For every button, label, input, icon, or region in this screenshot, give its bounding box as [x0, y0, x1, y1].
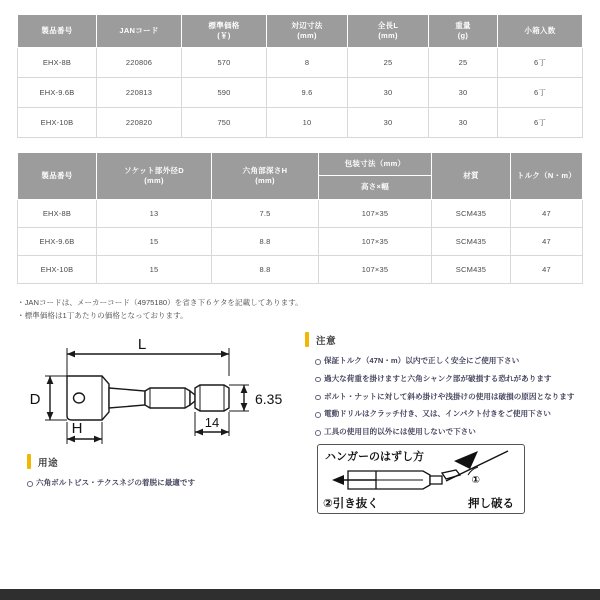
cell-torque: 47	[511, 199, 583, 227]
cell-total-length: 30	[348, 108, 429, 138]
table2-col-package-hxw: 高さ×幅	[319, 176, 432, 199]
cell-jan-code: 220813	[97, 78, 182, 108]
left-column	[17, 332, 305, 516]
table2-col-product-number: 製品番号	[18, 153, 97, 199]
table2-col-socket-od: ソケット部外径D (mm)	[97, 153, 212, 199]
cell-total-length: 30	[348, 78, 429, 108]
list-item: 電動ドリルはクラッチ付き、又は、インパクト付きをご使用下さい	[315, 408, 583, 420]
cell-weight: 30	[429, 78, 498, 108]
cell-product-number: EHX-9.6B	[18, 78, 97, 108]
cell-material: SCM435	[432, 255, 511, 283]
cell-across-flats: 8	[267, 48, 348, 78]
caution-list	[305, 355, 583, 438]
lower-section	[17, 332, 583, 516]
dimension-label-635: 6.35	[255, 391, 283, 408]
table-row	[18, 78, 583, 108]
table2-col-material: 材質	[432, 153, 511, 199]
cell-socket-od: 13	[97, 199, 212, 227]
cell-socket-od: 15	[97, 255, 212, 283]
table-row	[18, 255, 583, 283]
table1-col-box-qty: 小箱入数	[498, 15, 583, 48]
socket-bit-diagram	[17, 332, 305, 450]
cell-hex-depth: 8.8	[212, 255, 319, 283]
cell-torque: 47	[511, 255, 583, 283]
footer-bar	[0, 589, 600, 600]
table1-col-across-flats: 対辺寸法 (mm)	[267, 15, 348, 48]
dimension-label-L: L	[137, 336, 147, 354]
usage-title: 用途	[38, 457, 59, 469]
table1-body	[18, 48, 583, 138]
hanger-step1-label: 押し破る	[468, 498, 514, 511]
table2-col-hex-depth: 六角部深さH (mm)	[212, 153, 319, 199]
cell-product-number: EHX-8B	[18, 199, 97, 227]
table1-col-jan-code: JANコード	[97, 15, 182, 48]
cell-product-number: EHX-10B	[18, 108, 97, 138]
spec-table-2	[17, 152, 583, 283]
cell-box-qty: 6丁	[498, 78, 583, 108]
cell-box-qty: 6丁	[498, 48, 583, 78]
usage-heading	[27, 454, 305, 469]
list-item: 工具の使用目的以外には使用しないで下さい	[315, 426, 583, 438]
cell-total-length: 25	[348, 48, 429, 78]
usage-list	[27, 477, 305, 489]
cell-package-dimensions: 107×35	[319, 227, 432, 255]
hanger-step2-label: ②引き抜く	[323, 498, 379, 511]
cell-jan-code: 220806	[97, 48, 182, 78]
cell-hex-depth: 8.8	[212, 227, 319, 255]
table1-col-weight: 重量 (g)	[429, 15, 498, 48]
cell-price: 590	[182, 78, 267, 108]
footnote-price: ・標準価格は1丁あたりの価格となっております。	[17, 310, 188, 320]
cell-product-number: EHX-9.6B	[18, 227, 97, 255]
hanger-removal-section	[305, 444, 583, 516]
dimension-label-14: 14	[204, 415, 220, 431]
cell-weight: 30	[429, 108, 498, 138]
cell-jan-code: 220820	[97, 108, 182, 138]
list-item: ボルト・ナットに対して斜め掛けや浅掛けの使用は破損の原因となります	[315, 391, 583, 403]
caution-heading	[305, 332, 583, 347]
table2-header-row-top	[18, 153, 583, 176]
table1-col-price: 標準価格 (￥)	[182, 15, 267, 48]
table-row	[18, 108, 583, 138]
cell-weight: 25	[429, 48, 498, 78]
cell-socket-od: 15	[97, 227, 212, 255]
right-column	[305, 332, 583, 516]
spec-table-1-container	[0, 0, 600, 138]
hanger-title: ハンガーのはずし方	[325, 451, 424, 464]
cell-product-number: EHX-8B	[18, 48, 97, 78]
product-dimension-drawing	[17, 332, 305, 450]
accent-bar-icon	[27, 454, 31, 469]
cell-across-flats: 9.6	[267, 78, 348, 108]
hanger-removal-diagram	[317, 444, 525, 514]
footnotes	[17, 296, 583, 323]
hanger-step1-number: ①	[471, 475, 480, 487]
cell-across-flats: 10	[267, 108, 348, 138]
table1-col-total-length: 全長L (mm)	[348, 15, 429, 48]
table-row	[18, 199, 583, 227]
spec-table-1	[17, 14, 583, 138]
list-item: 保証トルク（47N・m）以内で正しく安全にご使用下さい	[315, 355, 583, 367]
list-item: 六角ボルトビス・テクスネジの着脱に最適です	[27, 477, 305, 489]
cell-product-number: EHX-10B	[18, 255, 97, 283]
dimension-label-H: H	[71, 420, 83, 438]
cell-material: SCM435	[432, 227, 511, 255]
list-item: 過大な荷重を掛けますと六角シャンク部が破損する恐れがあります	[315, 373, 583, 385]
cell-box-qty: 6丁	[498, 108, 583, 138]
usage-section	[17, 454, 305, 489]
accent-bar-icon	[305, 332, 309, 347]
cell-price: 570	[182, 48, 267, 78]
cell-torque: 47	[511, 227, 583, 255]
spec-table-2-container	[0, 138, 600, 283]
table2-col-package-dimensions: 包装寸法（mm）	[319, 153, 432, 176]
cell-package-dimensions: 107×35	[319, 199, 432, 227]
footnote-jan-code: ・JANコードは、メーカーコード（4975180）を省き下６ケタを記載してあります。	[17, 297, 303, 307]
table-row	[18, 48, 583, 78]
cell-material: SCM435	[432, 199, 511, 227]
cell-package-dimensions: 107×35	[319, 255, 432, 283]
cell-hex-depth: 7.5	[212, 199, 319, 227]
cell-price: 750	[182, 108, 267, 138]
table2-body	[18, 199, 583, 283]
table2-col-torque: トルク（N・m）	[511, 153, 583, 199]
table-row	[18, 227, 583, 255]
caution-title: 注意	[316, 335, 337, 347]
table1-header-row	[18, 15, 583, 48]
table1-col-product-number: 製品番号	[18, 15, 97, 48]
dimension-label-D: D	[29, 391, 41, 409]
